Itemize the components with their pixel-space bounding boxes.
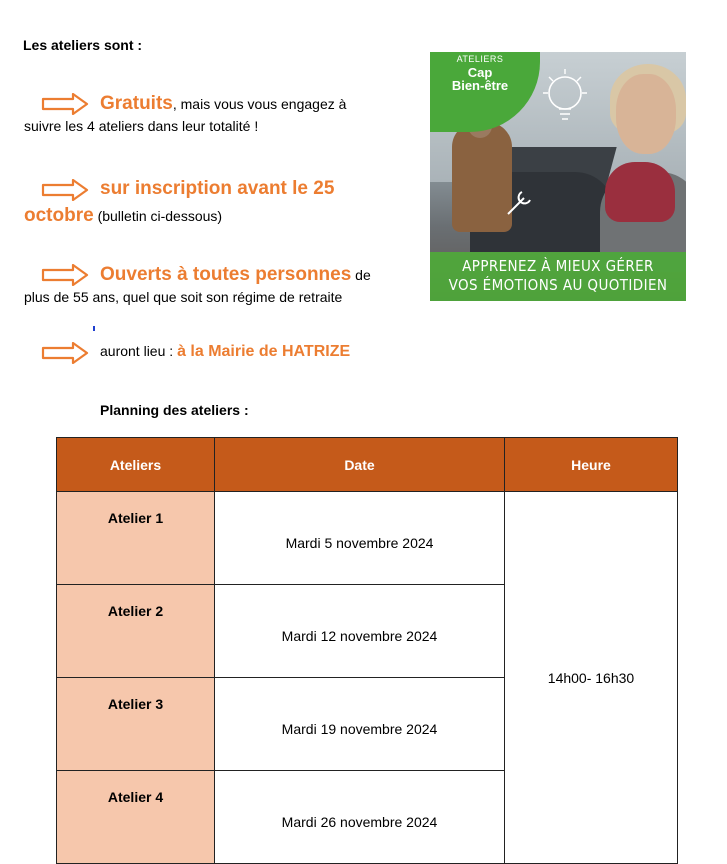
point-text-continued: plus de 55 ans, quel que soit son régime de retraite	[24, 289, 343, 305]
atelier-cell: Atelier 1	[57, 492, 215, 585]
poster-woman-scarf	[605, 162, 675, 222]
point-text: auront lieu :	[100, 343, 178, 359]
arrow-right-icon	[41, 264, 89, 286]
point-lieu	[100, 343, 350, 361]
point-text: (bulletin ci-dessous)	[93, 208, 223, 224]
table-header-row	[57, 438, 678, 492]
point-highlight: octobre	[24, 205, 94, 226]
atelier-cell: Atelier 4	[57, 771, 215, 864]
date-cell: Mardi 26 novembre 2024	[215, 771, 505, 864]
poster-badge-name	[430, 66, 530, 92]
poster-badge-name-line: Bien-être	[451, 78, 509, 93]
intro-heading: Les ateliers sont :	[23, 37, 143, 53]
point-highlight: Gratuits	[100, 93, 173, 114]
column-header-ateliers: Ateliers	[57, 438, 215, 492]
date-cell: Mardi 5 novembre 2024	[215, 492, 505, 585]
date-cell: Mardi 19 novembre 2024	[215, 678, 505, 771]
point-text: , mais vous vous engagez à	[172, 96, 347, 112]
arrow-right-icon	[41, 179, 89, 201]
point-ouverts	[100, 264, 371, 286]
point-gratuits	[100, 93, 346, 115]
table-row	[57, 492, 678, 585]
poster-banner-text	[430, 257, 686, 295]
atelier-cell: Atelier 3	[57, 678, 215, 771]
stray-mark	[93, 326, 95, 331]
wrench-icon	[500, 182, 540, 222]
date-cell: Mardi 12 novembre 2024	[215, 585, 505, 678]
point-inscription-continued	[24, 205, 222, 227]
column-header-heure: Heure	[505, 438, 678, 492]
workshop-poster-image	[430, 52, 686, 301]
planning-table	[56, 437, 678, 864]
point-text: de	[351, 267, 371, 283]
poster-banner-line: VOS ÉMOTIONS AU QUOTIDIEN	[448, 276, 668, 294]
point-highlight: à la Mairie de HATRIZE	[177, 343, 351, 360]
planning-title: Planning des ateliers :	[100, 402, 249, 418]
lightbulb-icon	[535, 67, 595, 137]
point-highlight: Ouverts à toutes personnes	[100, 264, 352, 285]
hour-cell: 14h00- 16h30	[505, 492, 678, 864]
arrow-right-icon	[41, 342, 89, 364]
column-header-date: Date	[215, 438, 505, 492]
arrow-right-icon	[41, 93, 89, 115]
point-inscription: sur inscription avant le 25	[100, 178, 335, 199]
atelier-cell: Atelier 2	[57, 585, 215, 678]
poster-woman-face	[616, 74, 676, 154]
point-text-continued: suivre les 4 ateliers dans leur totalité !	[24, 118, 259, 134]
poster-banner-line: APPRENEZ À MIEUX GÉRER	[462, 257, 654, 275]
poster-badge-name-line: Cap	[467, 65, 493, 80]
poster-badge-title: ATELIERS	[456, 54, 504, 64]
